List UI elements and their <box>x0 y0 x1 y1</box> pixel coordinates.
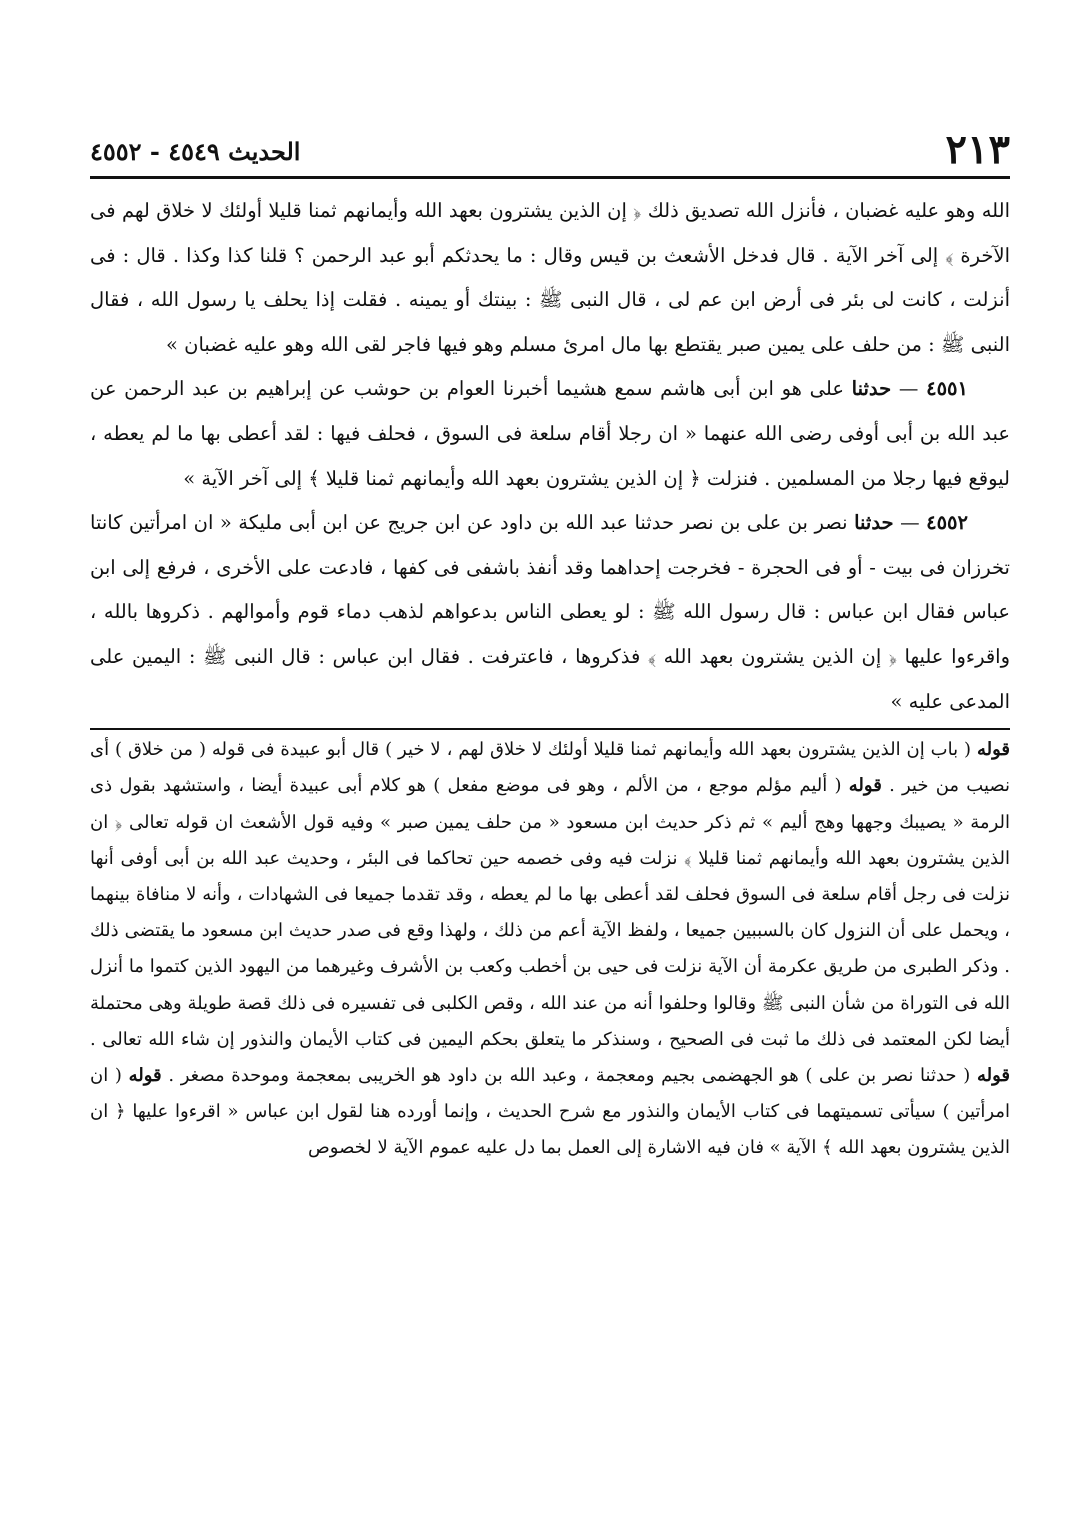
hadith-text: نصر بن على بن نصر حدثنا عبد الله بن داود عن ابن جريج عن ابن أبى مليكة « ان امرأتين كانتا تخرزان فى بيت - أو فى الحجرة - فخرجت إحداهما وقد أنفذ باشفى فى كفها ، فادعت على الأخرى ، فرفع إلى ابن عباس فقال ابن عباس : قال رسول الله ﷺ : لو يعطى الناس بدعواهم لذهب دماء قوم وأموالهم . ذكروها بالله ، واقرءوا عليها ﴿ إن الذين يشترون بعهد الله ﴾ فذكروها ، فاعترفت . فقال ابن عباس : قال النبى ﷺ : اليمين على المدعى عليه » <box>90 511 1010 713</box>
page-header <box>90 118 1010 173</box>
commentary-text: ( ان امرأتين ) سيأتى تسميتهما فى كتاب الأيمان والنذور مع شرح الحديث ، وإنما أورده هنا لقول ابن عباس « اقرءوا عليها ﴿ ان الذين يشترون بعهد الله ﴾ الآية » فان فيه الاشارة إلى العمل بما دل عليه عموم الآية لا لخصوص <box>90 1064 1010 1159</box>
page-number: ٢١٣ <box>945 126 1010 173</box>
hadith-4551: ٤٥٥١ — حدثنا على هو ابن أبى هاشم سمع هشيما أخبرنا العوام بن حوشب عن إبراهيم بن عبد الرحمن عن عبد الله بن أبى أوفى رضى الله عنهما « ان رجلا أقام سلعة فى السوق ، فحلف فيها : لقد أعطى بها ما لم يعطه ، ليوقع فيها رجلا من المسلمين . فنزلت ﴿ إن الذين يشترون بعهد الله وأيمانهم ثمنا قليلا ﴾ إلى آخر الآية » <box>90 377 1010 490</box>
qawlu-marker: قوله <box>128 1064 162 1086</box>
hadith-text: على هو ابن أبى هاشم سمع هشيما أخبرنا العوام بن حوشب عن إبراهيم بن عبد الرحمن عن عبد الله بن أبى أوفى رضى الله عنهما « ان رجلا أقام سلعة فى السوق ، فحلف فيها : لقد أعطى بها ما لم يعطه ، ليوقع فيها رجلا من المسلمين . فنزلت ﴿ إن الذين يشترون بعهد الله وأيمانهم ثمنا قليلا ﴾ إلى آخر الآية » <box>90 377 1010 490</box>
hadith-4552: ٤٥٥٢ — حدثنا نصر بن على بن نصر حدثنا عبد الله بن داود عن ابن جريج عن ابن أبى مليكة « ان امرأتين كانتا تخرزان فى بيت - أو فى الحجرة - فخرجت إحداهما وقد أنفذ باشفى فى كفها ، فادعت على الأخرى ، فرفع إلى ابن عباس فقال ابن عباس : قال رسول الله ﷺ : لو يعطى الناس بدعواهم لذهب دماء قوم وأموالهم . ذكروها بالله ، واقرءوا عليها ﴿ إن الذين يشترون بعهد الله ﴾ فذكروها ، فاعترفت . فقال ابن عباس : قال النبى ﷺ : اليمين على المدعى عليه » <box>90 511 1010 713</box>
header-rule <box>90 176 1010 179</box>
commentary-text: ( باب إن الذين يشترون بعهد الله وأيمانهم ثمنا قليلا أولئك لا خلاق لهم ، لا خير ) قال أبو عبيدة فى قوله ( من خلاق ) أى نصيب من خير . <box>90 739 1011 797</box>
hadith-section <box>90 189 1010 724</box>
commentary-section <box>90 732 1010 1166</box>
qawlu-marker: قوله <box>848 775 882 797</box>
running-title: الحديث ٤٥٤٩ - ٤٥٥٢ <box>90 137 301 166</box>
qawlu-marker: قوله <box>976 1064 1010 1086</box>
haddatha-label: حدثنا <box>851 377 892 401</box>
commentary-text: ( أليم مؤلم موجع ، من الألم ، وهو فى موضع مفعل ) هو كلام أبى عبيدة أيضا ، واستشهد بقول ذى الرمة « يصيبك وجهها وهج أليم » ثم ذكر حديث ابن مسعود « من حلف يمين صبر » وفيه قول الأشعث ان قوله تعالى ﴿ ان الذين يشترون بعهد الله وأيمانهم ثمنا قليلا ﴾ نزلت فيه وفى خصمه حين تحاكما فى البئر ، وحديث عبد الله بن أبى أوفى أنها نزلت فى رجل أقام سلعة فى السوق فحلف لقد أعطى بها ما لم يعطه ، وقد تقدما جميعا فى الشهادات ، وأنه لا منافاة بينهما ، ويحمل على أن النزول كان بالسببين جميعا ، ولفظ الآية أعم من ذلك ، ولهذا وقع فى صدر حديث ابن مسعود ما يقتضى ذلك . وذكر الطبرى من طريق عكرمة أن الآية نزلت فى حيى بن أخطب وكعب بن الأشرف وغيرهما من اليهود الذين كتموا ما أنزل الله فى التوراة من شأن النبى ﷺ وقالوا وحلفوا أنه من عند الله ، وقص الكلبى فى تفسيره فى ذلك قصة طويلة وهى محتملة أيضا لكن المعتمد فى ذلك ما ثبت فى الصحيح ، وسنذكر ما يتعلق بحكم اليمين فى كتاب الأيمان والنذور إن شاء الله تعالى . <box>90 775 1010 1050</box>
document-page <box>90 118 1010 1167</box>
hadith-number: ٤٥٥١ <box>926 377 969 401</box>
qawlu-marker: قوله <box>976 739 1010 761</box>
commentary-text: ( حدثنا نصر بن على ) هو الجهضمى بجيم ومعجمة ، وعبد الله بن داود هو الخريبى بمعجمة وموحدة مصغر . <box>168 1064 971 1086</box>
hadith-number: ٤٥٥٢ <box>926 511 968 535</box>
haddatha-label: حدثنا <box>854 511 894 535</box>
commentary-rule <box>90 728 1010 730</box>
commentary-paragraph <box>90 732 1010 1166</box>
hadith-continuation-paragraph: الله وهو عليه غضبان ، فأنزل الله تصديق ذلك ﴿ إن الذين يشترون بعهد الله وأيمانهم ثمنا قليلا أولئك لا خلاق لهم فى الآخرة ﴾ إلى آخر الآية . قال فدخل الأشعث بن قيس وقال : ما يحدثكم أبو عبد الرحمن ؟ قلنا كذا وكذا . قال : فى أنزلت ، كانت لى بئر فى أرض ابن عم لى ، قال النبى ﷺ : بينتك أو يمينه . فقلت إذا يحلف يا رسول الله ، فقال النبى ﷺ : من حلف على يمين صبر يقتطع بها مال امرئ مسلم وهو فيها فاجر لقى الله وهو عليه غضبان » <box>90 199 1010 356</box>
